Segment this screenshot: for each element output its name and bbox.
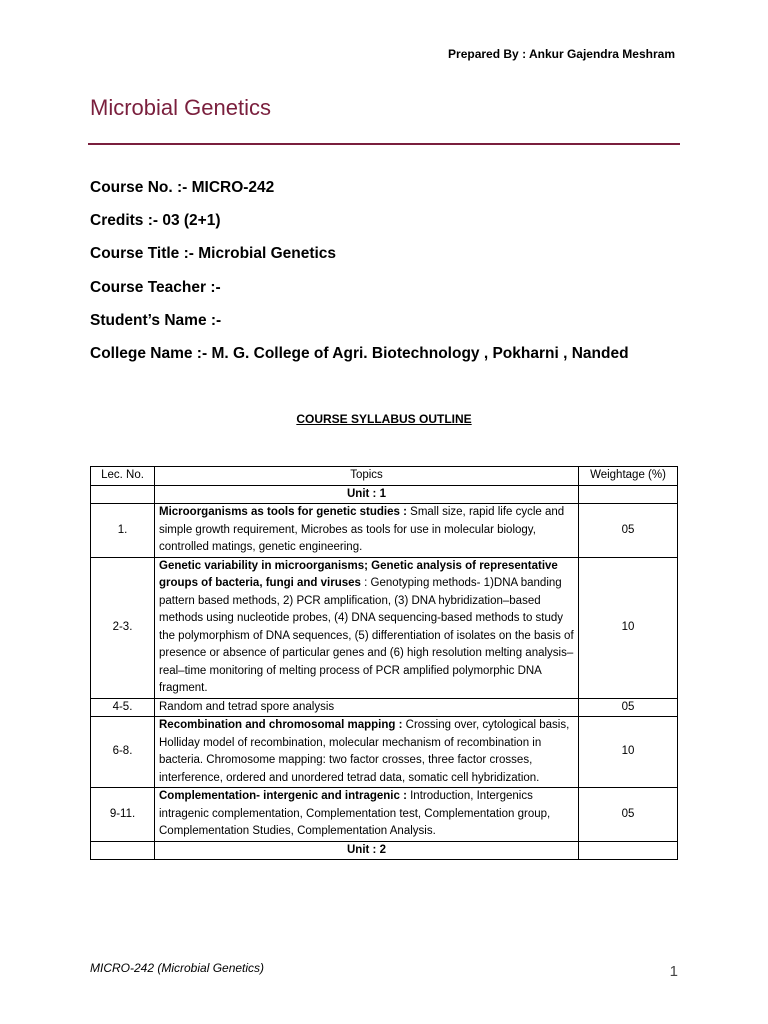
- lec-no: 4-5.: [91, 698, 155, 717]
- empty-cell: [579, 841, 678, 860]
- topic-heading: Genetic variability in microorganisms; Genetic analysis of representative groups of bacteria, fungi and viruses: [159, 559, 558, 589]
- unit-row: [91, 841, 678, 860]
- college-name: College Name :- M. G. College of Agri. Biotechnology , Pokharni , Nanded: [90, 345, 629, 362]
- topic-heading: Recombination and chromosomal mapping :: [159, 719, 403, 731]
- header-weightage: Weightage (%): [579, 467, 678, 486]
- topic-text: Small size, rapid life cycle and simple growth requirement, Microbes as tools for use in molecular biology, controlled matings, genetic engineering.: [159, 506, 565, 553]
- table-row: [91, 788, 678, 842]
- weightage: 05: [579, 698, 678, 717]
- empty-cell: [91, 841, 155, 860]
- syllabus-table: [90, 466, 678, 860]
- topic-text: : Genotyping methods- 1)DNA banding pattern based methods, 2) PCR amplification, (3) DNA hybridization–based methods using nucleotide probes, (4) DNA sequencing-based methods to study the polymorphism of DNA sequences, (5) differentiation of isolates on the basis of presence or absence of particular genes and (6) high resolution melting analysis–real–time monitoring of melting process of PCR amplified polymorphic DNA fragment.: [159, 577, 574, 694]
- topic: [155, 698, 579, 717]
- page-number: 1: [669, 963, 678, 980]
- topic-heading: Complementation- intergenic and intragenic :: [159, 790, 407, 802]
- unit-label: Unit : 1: [155, 485, 579, 504]
- outline-heading: COURSE SYLLABUS OUTLINE: [296, 412, 472, 426]
- empty-cell: [91, 485, 155, 504]
- lec-no: 1.: [91, 504, 155, 558]
- document-title: Microbial Genetics: [90, 95, 271, 120]
- course-teacher: Course Teacher :-: [90, 279, 221, 296]
- weightage: 05: [579, 788, 678, 842]
- weightage: 10: [579, 717, 678, 788]
- lec-no: 2-3.: [91, 557, 155, 698]
- topic-text: Crossing over, cytological basis, Holliday model of recombination, molecular mechanism of recombination in bacteria. Chromosome mapping: two factor crosses, three factor crosses, interference, ordered and unordered tetrad data, somatic cell hybridization.: [159, 719, 570, 784]
- footer-course-ref: MICRO-242 (Microbial Genetics): [90, 961, 265, 975]
- table-row: [91, 717, 678, 788]
- table-row: [91, 698, 678, 717]
- topic: [155, 717, 579, 788]
- unit-row: [91, 485, 678, 504]
- topic: [155, 788, 579, 842]
- empty-cell: [579, 485, 678, 504]
- topic: [155, 557, 579, 698]
- header-lec-no: Lec. No.: [91, 467, 155, 486]
- unit-label: Unit : 2: [155, 841, 579, 860]
- weightage: 10: [579, 557, 678, 698]
- credits: Credits :- 03 (2+1): [90, 212, 221, 229]
- lec-no: 9-11.: [91, 788, 155, 842]
- topic-text: Random and tetrad spore analysis: [159, 700, 335, 713]
- course-number: Course No. :- MICRO-242: [90, 179, 275, 196]
- weightage: 05: [579, 504, 678, 558]
- student-name: Student’s Name :-: [90, 312, 222, 329]
- table-row: [91, 557, 678, 698]
- topic-heading: Microorganisms as tools for genetic studies :: [159, 506, 407, 518]
- prepared-by: Prepared By : Ankur Gajendra Meshram: [448, 47, 675, 61]
- course-title: Course Title :- Microbial Genetics: [90, 245, 337, 262]
- header-topics: Topics: [155, 467, 579, 486]
- topic-text: Introduction, Intergenics intragenic complementation, Complementation test, Complementation group, Complementation Studies, Complementation Analysis.: [159, 790, 551, 837]
- title-divider: [88, 143, 680, 145]
- table-row: [91, 504, 678, 558]
- table-header-row: [91, 467, 678, 486]
- lec-no: 6-8.: [91, 717, 155, 788]
- topic: [155, 504, 579, 558]
